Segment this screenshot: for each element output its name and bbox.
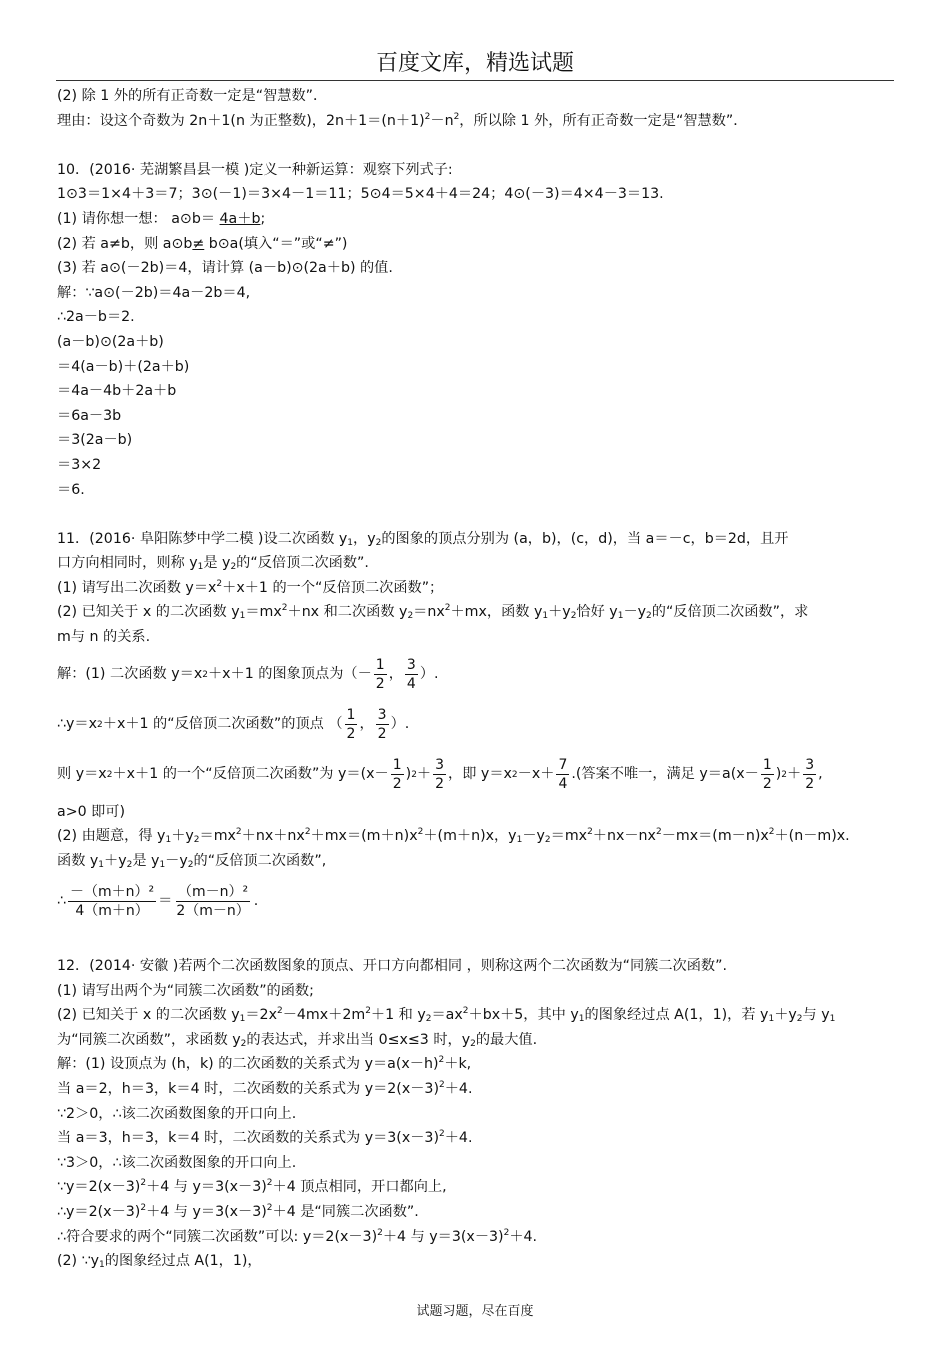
- q10-examples: 1⊙3＝1×4＋3＝7；3⊙(－1)＝3×4－1＝11；5⊙4＝5×4＋4＝24；4⊙(－3)＝4×4－3＝13.: [57, 186, 664, 203]
- q11-solution-answer: 则 y＝x 2 ＋x＋1 的一个“反倍顶二次函数”为 y＝(x－ $\frac{1}{2}$ ) 2 ＋ $\frac{3}{2}$ ，即 y＝x 2 －x＋ $\frac{7}{4}$ .(答案不唯一，满足 y＝a(x－ $\frac{1}{2}$ ) 2 ＋ $\frac{3}{2}$ ,: [57, 757, 823, 793]
- q12-solution-line: ∵3＞0，∴该二次函数图象的开口向上.: [57, 1154, 297, 1171]
- q11-part1: (1) 请写出二次函数 $y=x^2+x+1$ 的一个“反倍顶二次函数”；: [57, 578, 444, 596]
- page-footer-text: 试题习题，尽在百度: [416, 1304, 534, 1319]
- q10-solution-line: ＝6a－3b: [57, 407, 122, 424]
- q12-solution-line: ∵2＞0，∴该二次函数图象的开口向上.: [57, 1105, 297, 1122]
- fraction: $\frac{3}{2}$: [377, 707, 387, 743]
- fraction: $\frac{1}{2}$: [392, 757, 402, 793]
- q10-solution-line: ＝3×2: [57, 456, 102, 473]
- q10-solution-line: ＝3(2a－b): [57, 432, 133, 449]
- fraction: $\frac{1}{2}$: [375, 657, 385, 693]
- q11-title: 11．(2016· 阜阳陈梦中学二模 )设二次函数 $y_1$，$y_2$的图象的顶点分别为 (a，b)，(c，d)，当 a＝－c，b＝2d，且开: [57, 530, 789, 548]
- q12-solution-line: ∴符合要求的两个“同簇二次函数”可以: $y=2(x-3)^2+4$ 与 $y=3(x-3)^2+4$.: [57, 1227, 538, 1245]
- q12-part2-cont: 为“同簇二次函数”，求函数 $y_2$的表达式，并求出当 0≤x≤3 时，$y_2$的最大值.: [57, 1031, 538, 1049]
- q10-title: 10．(2016· 芜湖繁昌县一模 )定义一种新运算：观察下列式子:: [57, 161, 453, 178]
- q12-solution-line: 解：(1) 设顶点为 (h，k) 的二次函数的关系式为 $y=a(x-h)^2+k$,: [57, 1055, 472, 1073]
- q11-solution-line: a>0 即可): [57, 803, 126, 820]
- q10-solution-line: 解：∵a⊙(－2b)＝4a－2b＝4,: [57, 284, 251, 301]
- document-body: [57, 84, 895, 1274]
- fraction: $\frac{7}{4}$: [558, 757, 568, 793]
- q11-solution-vertex: 解：(1) 二次函数 y＝x 2 ＋x＋1 的图象顶点为（－ $\frac{1}{2}$ ， $\frac{3}{4}$ ）.: [57, 657, 439, 693]
- q12-part2: (2) 已知关于 x 的二次函数 $y_1=2x^2-4mx+2m^2+1$ 和 $y_2=ax^2+bx+5$，其中 $y_1$的图象经过点 A(1，1)，若 $y_1+y_2$与 $y_1$: [57, 1006, 836, 1025]
- fraction: $\frac{\text{（m－n）²}}{2(m-n)}$: [176, 883, 250, 919]
- q9-part2: (2) 除 1 外的所有正奇数一定是“智慧数”．: [57, 88, 328, 104]
- q11-title-cont: 口方向相同时，则称 $y_1$是 $y_2$的“反倍顶二次函数”.: [57, 555, 369, 573]
- fraction: $\frac{\text{－（m＋n）²}}{4(m+n)}$: [70, 883, 155, 919]
- q11-solution-line: 函数 $y_1+y_2$是 $y_1-y_2$的“反倍顶二次函数”,: [57, 852, 327, 870]
- q11-part2-cont: m与 n 的关系.: [57, 629, 151, 646]
- q11-solution-part2: (2) 由题意，得 $y_1+y_2=mx^2+nx+nx^2+mx=(m+n)x^2+(m+n)x$，$y_1-y_2=mx^2+nx-nx^2-mx=(m-n)x^2+(n-m)x$.: [57, 827, 850, 846]
- header-divider: [56, 80, 894, 81]
- q10-solution-line: ＝6.: [57, 481, 85, 498]
- fraction: $\frac{1}{2}$: [762, 757, 772, 793]
- q10-part1: (1) 请你想一想： a⊙b＝ 4a＋b;: [57, 210, 266, 227]
- fraction: $\frac{3}{2}$: [435, 757, 445, 793]
- fraction: $\frac{3}{4}$: [406, 657, 416, 693]
- q10-part2: (2) 若 a≠b，则 a⊙b≠ b⊙a(填入“＝”或“≠”): [57, 235, 348, 252]
- q10-solution-line: ＝4(a－b)＋(2a＋b): [57, 358, 190, 375]
- q10-solution-line: (a－b)⊙(2a＋b): [57, 333, 164, 350]
- q9-reason: 理由：设这个奇数为 2n＋1(n 为正整数)，$2n+1=(n+1)^2-n^2$，所以除 1 外，所有正奇数一定是“智慧数”．: [57, 111, 748, 129]
- q10-solution-line: ∴2a－b＝2.: [57, 309, 135, 326]
- q11-part2: (2) 已知关于 x 的二次函数 $y_1=mx^2+nx$ 和二次函数 $y_2=nx^2+mx$，函数 $y_1+y_2$恰好 $y_1-y_2$的“反倍顶二次函数”，求: [57, 603, 809, 622]
- q12-solution-line: $\because y=2(x-3)^2+4$ 与 $y=3(x-3)^2+4$ 顶点相同，开口都向上,: [57, 1178, 447, 1196]
- q12-solution-line: $\therefore y=2(x-3)^2+4$ 与 $y=3(x-3)^2+4$ 是“同簇二次函数”.: [57, 1202, 419, 1220]
- fraction: $\frac{3}{2}$: [805, 757, 815, 793]
- q10-solution-line: ＝4a－4b＋2a＋b: [57, 383, 177, 400]
- q11-solution-vertex2: ∴y＝x 2 ＋x＋1 的“反倍顶二次函数”的顶点 （ $\frac{1}{2}$ ， $\frac{3}{2}$ ）.: [57, 707, 410, 743]
- q11-solution-equation: ∴ $\frac{\text{－（m＋n）²}}{4(m+n)}$ ＝ $\frac{\text{（m－n）²}}{2(m-n)}$ .: [57, 883, 259, 919]
- q12-solution-line: (2) $\because y_1$的图象经过点 A(1，1)，: [57, 1253, 262, 1271]
- q10-part3: (3) 若 a⊙(－2b)＝4，请计算 (a－b)⊙(2a＋b) 的值.: [57, 260, 393, 277]
- q12-title: 12．(2014· 安徽 )若两个二次函数图象的顶点、开口方向都相同 ，则称这两个二次函数为“同簇二次函数”.: [57, 958, 727, 975]
- page-header-title: 百度文库，精选试题: [375, 51, 574, 76]
- q12-part1: (1) 请写出两个为“同簇二次函数”的函数;: [57, 982, 314, 999]
- q12-solution-line: 当 a＝2，h＝3，k＝4 时，二次函数的关系式为 $y=2(x-3)^2+4$.: [57, 1080, 473, 1097]
- q12-solution-line: 当 a＝3，h＝3，k＝4 时，二次函数的关系式为 $y=3(x-3)^2+4$.: [57, 1129, 473, 1147]
- fraction: $\frac{1}{2}$: [346, 707, 356, 743]
